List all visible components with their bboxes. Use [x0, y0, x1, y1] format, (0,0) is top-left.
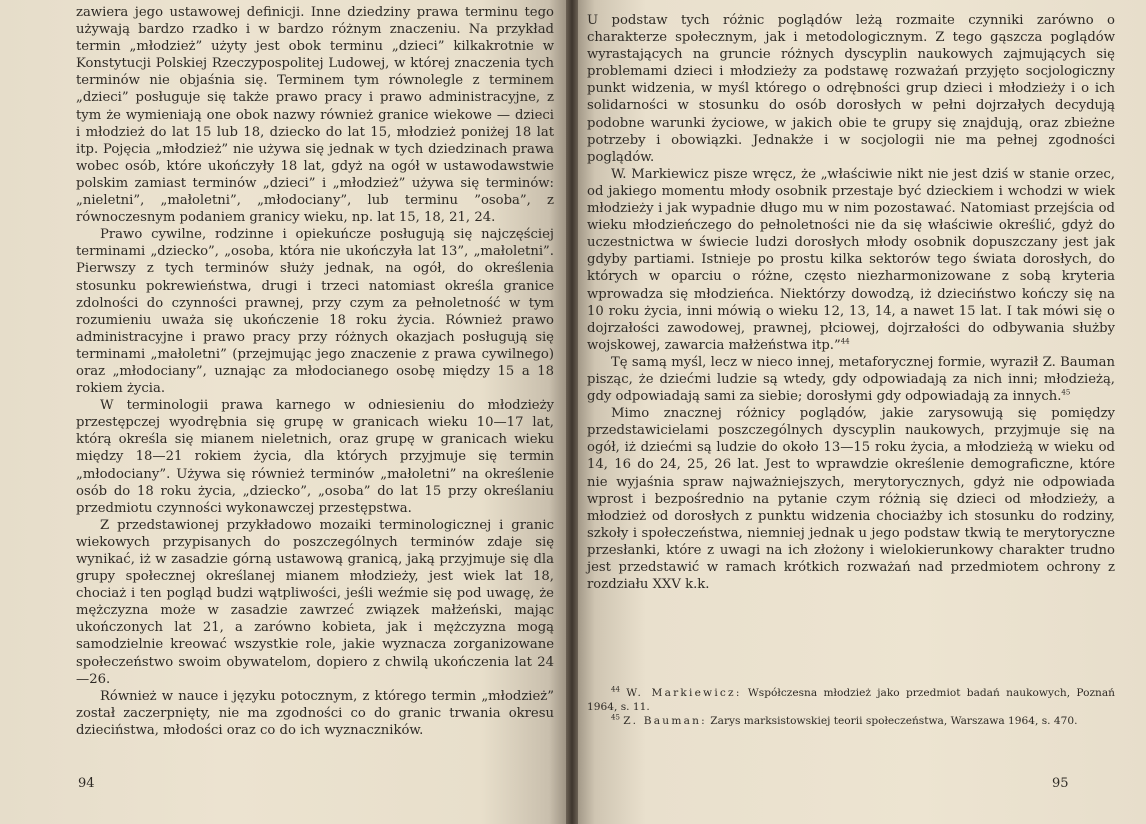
right-page-text	[587, 12, 1115, 593]
footnote	[587, 686, 1115, 714]
footnote-number: 44	[611, 685, 620, 694]
footnote-marker: 44	[840, 337, 850, 346]
paragraph: Mimo znacznej różnicy poglądów, jakie zarysowują się pomiędzy przedstawicielami poszczególnych dyscyplin naukowych, przyjmuje się na ogół, iż dziećmi są ludzie do około 13—15 roku życia, a młodzieżą w wieku od 14, 16 do 24, 25, 26 lat. Jest to wprawdzie określenie demograficzne, które nie wyjaśnia spraw najważniejszych, merytorycznych, gdyż nie odpowiada wprost i bezpośrednio na pytanie czym różnią się dzieci od młodzieży, a młodzież od dorosłych z punktu widzenia chociażby ich stosunku do rodziny, szkoły i społeczeństwa, niemniej jednak u jego podstaw tkwią te merytoryczne przesłanki, które z uwagi na ich złożony i wielokierunkowy charakter trudno jest przedstawić w ramach krótkich rozważań nad przedmiotem ochrony z rozdziału XXV k.k.	[587, 406, 1115, 593]
footnote-author: Z. Bauman:	[623, 715, 707, 727]
paragraph	[587, 166, 1115, 354]
paragraph: Prawo cywilne, rodzinne i opiekuńcze posługują się najczęściej terminami „dziecko”, „osoba, która nie ukończyła lat 13”, „małoletni”. Pierwszy z tych terminów służy jednak, na ogół, do określenia stosunku pokrewieństwa, drugi i trzeci natomiast określa granice zdolności do czynności prawnej, przy czym za pełnoletność w tym rozumieniu uważa się ukończenie 18 roku życia. Również prawo administracyjne i prawo pracy przy różnych okazjach posługują się terminami „małoletni” (przejmując jego znaczenie z prawa cywilnego) oraz „młodociany”, uznając za młodocianego osobę między 15 a 18 rokiem życia.	[76, 227, 554, 397]
paragraph: U podstaw tych różnic poglądów leżą rozmaite czynniki zarówno o charakterze społecznym, jak i metodologicznym. Z tego gąszcza poglądów wyrastających na gruncie różnych dyscyplin naukowych zajmujących się problemami dzieci i młodzieży za podstawę rozważań przyjęto socjologiczny punkt widzenia, w myśl którego o odrębności grup dzieci i młodzieży i o ich solidarności w stosunku do osób dorosłych w pełni dojrzałych decydują podobne warunki życiowe, w jakich obie te grupy się znajdują, oraz zbieżne potrzeby i obowiązki. Jednakże i w socjologii nie ma pełnej zgodności poglądów.	[587, 13, 1115, 165]
paragraph-text: Tę samą myśl, lecz w nieco innej, metaforycznej formie, wyraził Z. Bauman pisząc, że dziećmi ludzie są wtedy, gdy odpowiadają za nich inni; młodzieżą, gdy odpowiadają sami za siebie; dorosłymi gdy odpowiadają za innych.	[587, 354, 1115, 405]
footnote-marker: 45	[1061, 388, 1071, 397]
page-number: 95	[1052, 776, 1069, 791]
left-page-text	[76, 4, 554, 739]
paragraph	[587, 354, 1115, 405]
paragraph: W terminologii prawa karnego w odniesieniu do młodzieży przestępczej wyodrębnia się grupę w granicach wieku 10—17 lat, którą określa się mianem nieletnich, oraz grupę w granicach wieku między 18—21 rokiem życia, dla których przyjmuje się termin „młodociany”. Używa się również terminów „małoletni” na określenie osób do 18 roku życia, „dziecko”, „osoba” do lat 15 przy określaniu przedmiotu czynności wykonawczej przestępstwa.	[76, 398, 554, 516]
paragraph-text: W. Markiewicz pisze wręcz, że „właściwie nikt nie jest dziś w stanie orzec, od jakiego momentu młody osobnik przestaje być dzieckiem i wchodzi w wiek młodzieży i jak wypadnie długo mu w nim pozostawać. Natomiast przejścia od wieku młodzieńczego do pełnoletności nie da się właściwie określić, gdyż do uczestnictwa w świecie ludzi dorosłych młody osobnik dopuszczany jest jak gdyby partiami. Istnieje po prostu kilka sektorów tego świata dorosłych, do których w oparciu o różne, często niezharmonizowane z sobą kryteria wprowadza się młodzieńca. Niektórzy dowodzą, iż dzieciństwo kończy się na 10 roku życia, inni mówią o wieku 12, 13, 14, a nawet 15 lat. I tak mówi się o dojrzałości zawodowej, prawnej, płciowej, dojrzałości do odbywania służby wojskowej, zawarcia małżeństwa itp.”	[587, 166, 1115, 353]
footnote	[587, 714, 1115, 728]
footnote-text: Zarys marksistowskiej teorii społeczeństwa, Warszawa 1964, s. 470.	[710, 715, 1078, 727]
footnote-text: Współczesna młodzież jako przedmiot badań naukowych, Poznań 1964, s. 11.	[587, 687, 1115, 713]
page-number: 94	[78, 776, 95, 791]
book-gutter	[566, 0, 578, 824]
paragraph: Z przedstawionej przykładowo mozaiki terminologicznej i granic wiekowych przypisanych do poszczególnych terminów zdaje się wynikać, iż w zasadzie górną ustawową granicą, jaką przyjmuje się dla grupy społecznej określanej mianem młodzieży, jest wiek lat 18, chociaż i ten pogląd budzi wątpliwości, jeśli weźmie się pod uwagę, że mężczyzna może w zasadzie zawrzeć związek małżeński, mając ukończonych lat 21, a zarówno kobieta, jak i mężczyzna mogą samodzielnie kreować wszystkie role, jakie wyznacza zorganizowane społeczeństwo swoim obywatelom, dopiero z chwilą ukończenia lat 24—26.	[76, 517, 554, 687]
paragraph: Również w nauce i języku potocznym, z którego termin „młodzież” został zaczerpnięty, nie ma zgodności co do granic trwania okresu dzieciństwa, młodości oraz co do ich wyznaczników.	[76, 688, 554, 738]
footnote-author: W. Markiewicz:	[626, 687, 742, 699]
paragraph: zawiera jego ustawowej definicji. Inne dziedziny prawa terminu tego używają bardzo rzadko i w bardzo różnym znaczeniu. Na przykład termin „młodzież” użyty jest obok terminu „dzieci” kilkakrotnie w Konstytucji Polskiej Rzeczypospolitej Ludowej, w której znaczenia tych terminów nie objaśnia się. Terminem tym równolegle z terminem „dzieci” posługuje się także prawo pracy i prawo administracyjne, z tym że wymieniają one obok nazwy również granice wiekowe — dzieci i młodzież do lat 15 lub 18, dziecko do lat 15, młodzież poniżej 18 lat itp. Pojęcia „młodzież” nie używa się jednak w tych dziedzinach prawa wobec osób, które ukończyły 18 lat, gdyż na ogół w ustawodawstwie polskim zamiast terminów „dzieci” i „młodzież” używa się terminów: „nieletni”, „małoletni”, „młodociany”, lub terminu ”osoba”, z równoczesnym podaniem granicy wieku, np. lat 15, 18, 21, 24.	[76, 5, 554, 226]
footnote-number: 45	[611, 713, 620, 722]
footnotes	[587, 686, 1115, 728]
left-page	[0, 0, 566, 824]
right-page	[578, 0, 1146, 824]
